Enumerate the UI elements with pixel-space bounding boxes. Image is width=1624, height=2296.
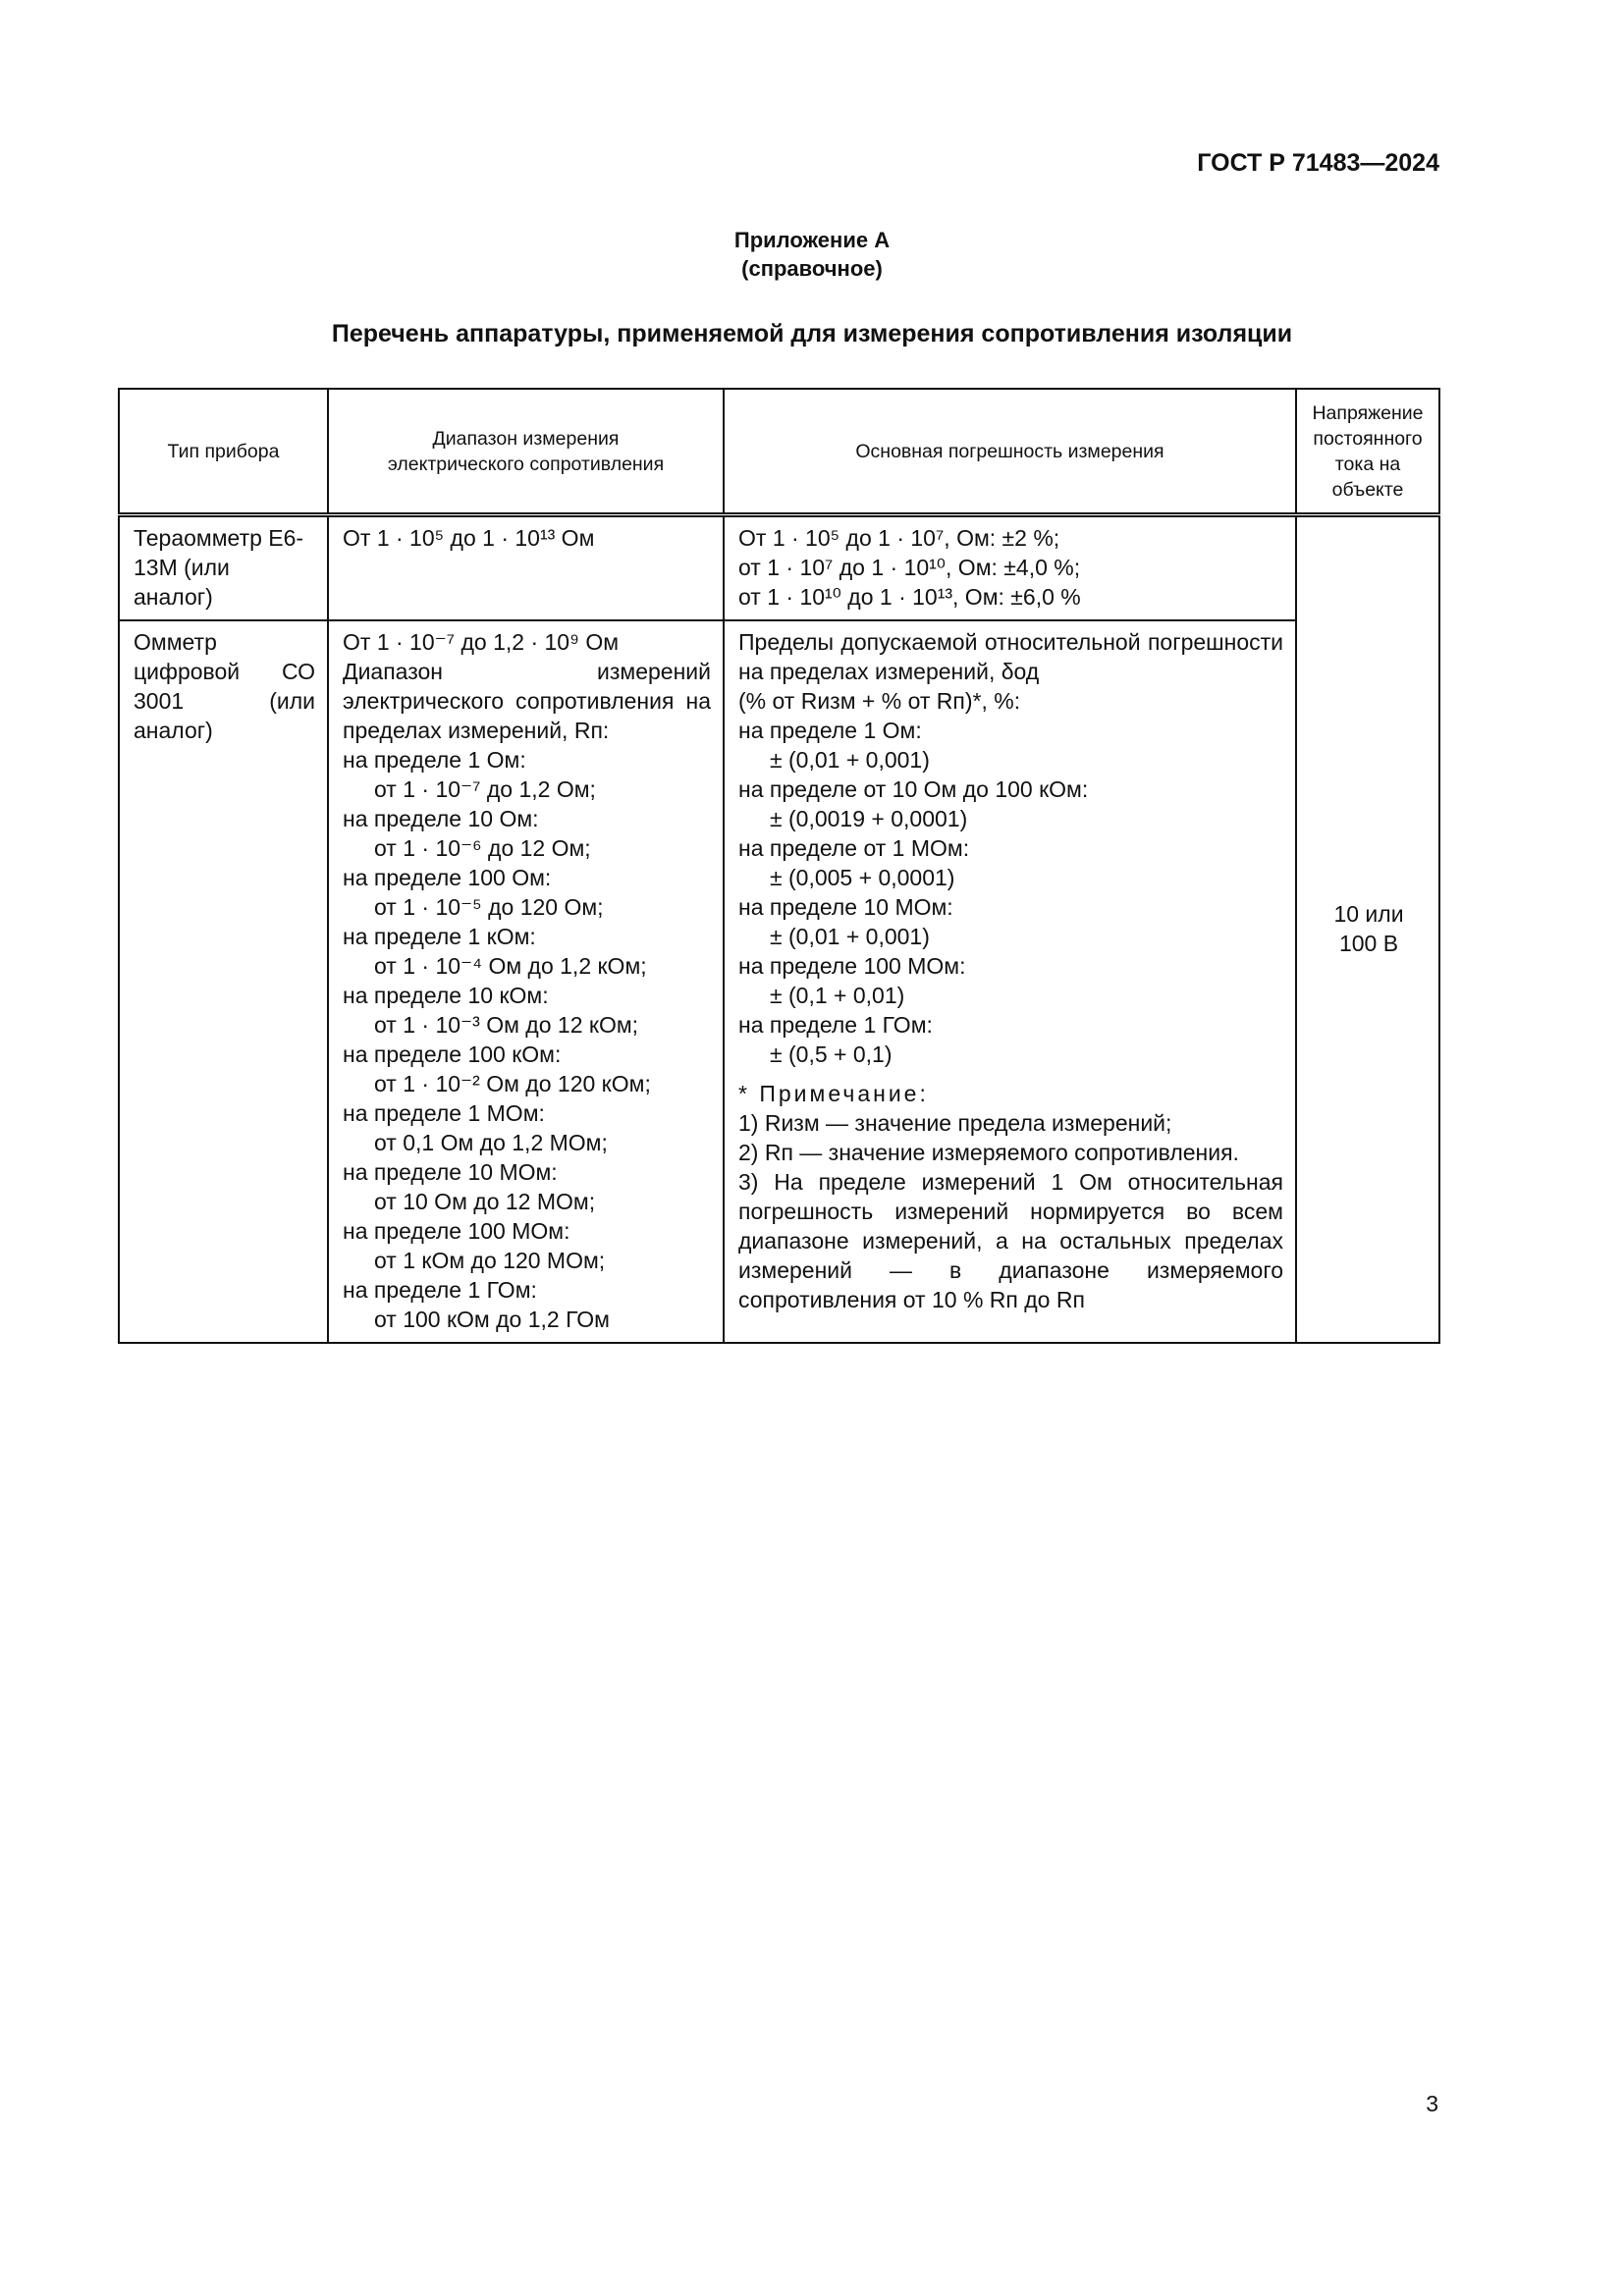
range-line: от 10 Ом до 12 МОм; <box>374 1189 596 1214</box>
voltage-value: 10 или 100 В <box>1333 901 1404 956</box>
range-line: на пределе 100 кОм: <box>343 1041 562 1067</box>
error-line: ± (0,01 + 0,001) <box>770 747 930 773</box>
error-line: на пределе 10 МОм: <box>738 894 953 920</box>
device-name-cell <box>119 515 328 621</box>
error-line: на пределе 1 Ом: <box>738 718 922 743</box>
device-name: Тераомметр Е6-13М (или аналог) <box>134 525 304 610</box>
error-line: ± (0,005 + 0,0001) <box>770 865 955 890</box>
voltage-cell <box>1296 515 1439 1344</box>
range-cell <box>328 515 724 621</box>
range-line: от 1 · 10⁻⁷ до 1,2 Ом; <box>374 776 596 802</box>
range-line: на пределе 1 Ом: <box>343 747 526 773</box>
range-line: От 1 · 10⁻⁷ до 1,2 · 10⁹ Ом <box>343 629 620 655</box>
range-line: от 1 кОм до 120 МОм; <box>374 1248 606 1273</box>
range-line: на пределе 100 Ом: <box>343 865 552 890</box>
appendix-heading <box>0 226 1624 283</box>
range-line: на пределе 1 ГОм: <box>343 1277 537 1303</box>
note-line: 1) Rизм — значение предела измерений; <box>738 1110 1172 1136</box>
apparatus-table <box>118 388 1440 1344</box>
device-name: Омметр цифровой СО 3001 (или аналог) <box>134 629 315 743</box>
error-line: ± (0,0019 + 0,0001) <box>770 806 968 831</box>
range-line: на пределе 1 кОм: <box>343 924 536 949</box>
table-header-row <box>119 389 1439 515</box>
error-line: от 1 · 10⁷ до 1 · 10¹⁰, Ом: ±4,0 %; <box>738 555 1081 580</box>
error-line: (% от Rизм + % от Rп)*, %: <box>738 688 1021 714</box>
table-row <box>119 515 1439 621</box>
page-number: 3 <box>1426 2091 1438 2116</box>
note-line: 2) Rп — значение измеряемого сопротивления. <box>738 1140 1239 1165</box>
device-name-cell <box>119 620 328 1343</box>
table-title: Перечень аппаратуры, применяемой для измерения сопротивления изоляции <box>331 320 1293 347</box>
range-line: на пределе 10 МОм: <box>343 1159 558 1185</box>
range-line: на пределе 10 Ом: <box>343 806 539 831</box>
range-line: от 1 · 10⁻² Ом до 120 кОм; <box>374 1071 651 1096</box>
range-line: от 1 · 10⁻⁵ до 120 Ом; <box>374 894 604 920</box>
range-line: От 1 · 10⁵ до 1 · 10¹³ Ом <box>343 525 595 551</box>
error-line: ± (0,5 + 0,1) <box>770 1041 893 1067</box>
error-line: на пределе 100 МОм: <box>738 953 966 979</box>
error-line: от 1 · 10¹⁰ до 1 · 10¹³, Ом: ±6,0 % <box>738 584 1081 610</box>
error-cell <box>724 515 1296 621</box>
column-header-device-type: Тип прибора <box>119 389 328 515</box>
error-line: ± (0,1 + 0,01) <box>770 983 905 1008</box>
appendix-subtitle: (справочное) <box>741 256 883 281</box>
column-header-voltage: Напряжение постоянного тока на объекте <box>1296 389 1439 515</box>
note-heading: * Примечание: <box>738 1081 929 1106</box>
error-line: Пределы допускаемой относительной погрешности на пределах измерений, δод <box>738 629 1283 684</box>
error-line: От 1 · 10⁵ до 1 · 10⁷, Ом: ±2 %; <box>738 525 1060 551</box>
error-line: ± (0,01 + 0,001) <box>770 924 930 949</box>
range-line: от 100 кОм до 1,2 ГОм <box>374 1307 610 1332</box>
error-cell <box>724 620 1296 1343</box>
note-line: 3) На пределе измерений 1 Ом относительная погрешность измерений нормируется во всем диапазоне измерений, а на остальных пределах измерений — в диапазоне измеряемого сопротивления от 10 % Rп до Rп <box>738 1169 1283 1312</box>
range-line: от 1 · 10⁻⁴ Ом до 1,2 кОм; <box>374 953 647 979</box>
column-header-range: Диапазон измерения электрического сопротивления <box>328 389 724 515</box>
error-line: на пределе 1 ГОм: <box>738 1012 933 1038</box>
error-line: на пределе от 10 Ом до 100 кОм: <box>738 776 1089 802</box>
range-line: на пределе 10 кОм: <box>343 983 549 1008</box>
column-header-error: Основная погрешность измерения <box>724 389 1296 515</box>
range-cell <box>328 620 724 1343</box>
range-line: на пределе 100 МОм: <box>343 1218 570 1244</box>
error-line: на пределе от 1 МОм: <box>738 835 970 861</box>
range-line: от 0,1 Ом до 1,2 МОм; <box>374 1130 608 1155</box>
range-line: на пределе 1 МОм: <box>343 1100 545 1126</box>
standard-designation: ГОСТ Р 71483—2024 <box>1197 149 1439 177</box>
range-line: от 1 · 10⁻⁶ до 12 Ом; <box>374 835 591 861</box>
table-row <box>119 620 1439 1343</box>
range-line: от 1 · 10⁻³ Ом до 12 кОм; <box>374 1012 639 1038</box>
range-line: Диапазон измерений электрического сопротивления на пределах измерений, Rп: <box>343 659 711 743</box>
appendix-title: Приложение А <box>733 228 891 252</box>
